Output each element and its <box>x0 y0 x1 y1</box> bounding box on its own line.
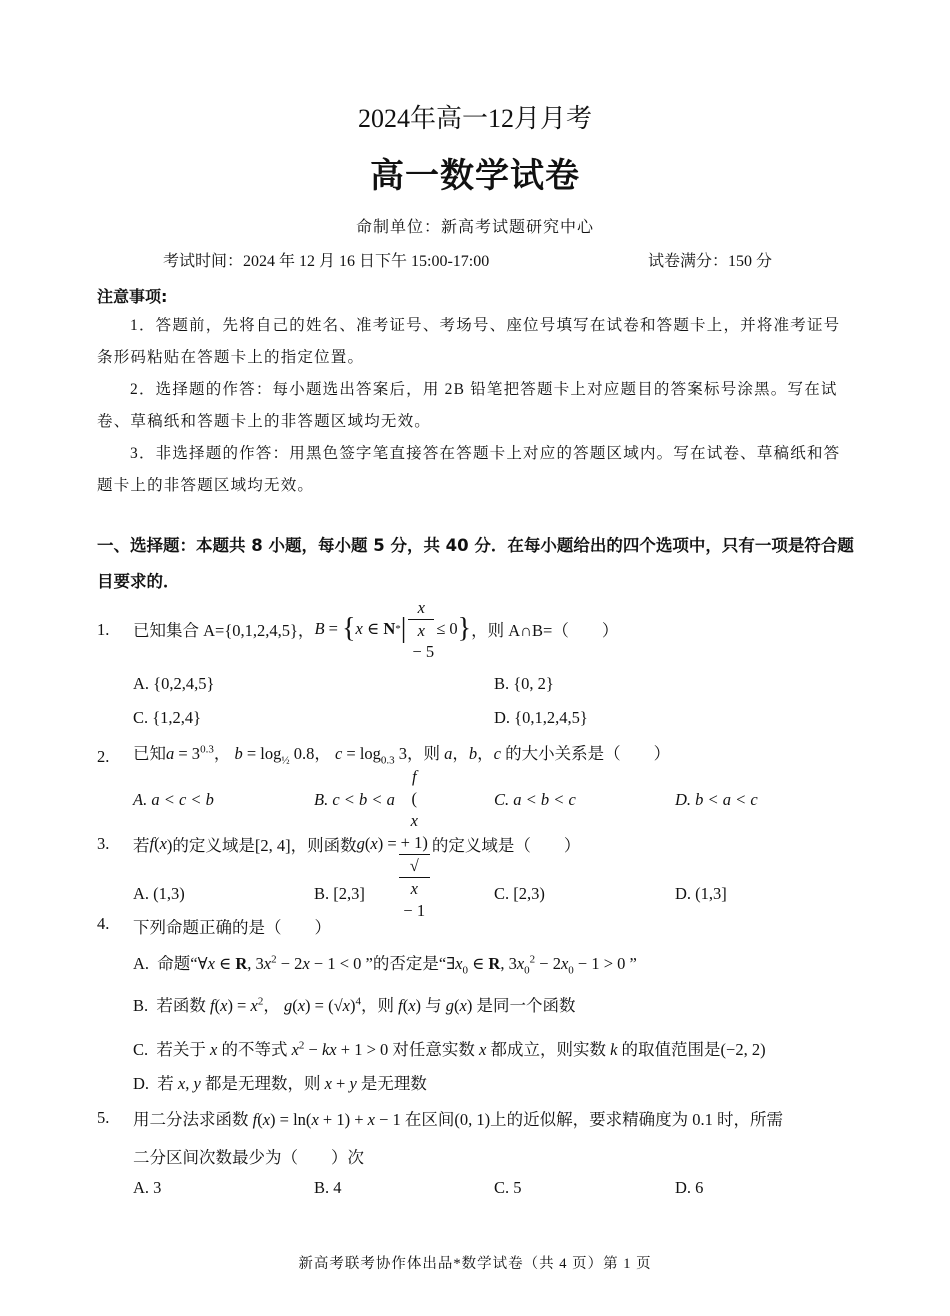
option-c: C. a < b < c <box>494 790 576 809</box>
question-stem <box>133 597 619 661</box>
option-b: B. 4 <box>314 1178 342 1197</box>
option-c: C. [2,3) <box>494 884 545 903</box>
option-b: B. {0, 2} <box>494 674 554 693</box>
page-footer: 新高考联考协作体出品*数学试卷（共 4 页）第 1 页 <box>298 1256 652 1272</box>
question-number: 1. <box>97 620 110 639</box>
option-c: C. {1,2,4} <box>133 708 202 727</box>
question-number: 4. <box>97 914 110 933</box>
option-a: A. 3 <box>133 1178 162 1197</box>
exam-time: 考试时间：2024 年 12 月 16 日下午 15:00-17:00 <box>163 253 490 270</box>
note-item <box>97 438 857 502</box>
notes-title: 注意事项: <box>97 287 168 306</box>
option-d: D. b < a < c <box>675 790 758 809</box>
question-stem: 下列命题正确的是（ ） <box>133 918 331 937</box>
stem-text: 的定义域是（ ） <box>431 836 581 855</box>
option-c: C. 若关于 x 的不等式 $x^2$ − kx + 1 > 0 对任意实数 x 都成立，则实数 k 的取值范围是(−2, 2) <box>133 1039 766 1059</box>
note-text: 3．非选择题的作答：用黑色签字笔直接答在答题卡上对应的答题区域内。写在试卷、草稿纸和答题卡上的非答题区域均无效。 <box>97 445 841 494</box>
option-b: B. c < b < a <box>314 790 395 809</box>
option-d: D. 若 x, y 都是无理数，则 x + y 是无理数 <box>133 1074 427 1093</box>
option-d: D. 6 <box>675 1178 704 1197</box>
q2-formula: 已知$a = 3^{0.3}$， $b = \log_{\frac{1}{2}} 0.8$， $c = \log_{0.3} 3$，则 a，b，c <box>133 743 501 767</box>
question-stem <box>133 740 670 766</box>
section-heading: 一、选择题：本题共 8 小题，每小题 5 分，共 40 分．在每小题给出的四个选项中，只有一项是符合题目要求的． <box>97 536 854 591</box>
question-stem-line2: 二分区间次数最少为（ ）次 <box>133 1148 364 1167</box>
note-item <box>97 374 857 438</box>
made-by: 命制单位：新高考试题研究中心 <box>355 219 594 236</box>
q3-formula: 若 f ( x )的定义域是[2, 4]，则函数 g ( x ) = f ( x + 1) √ x − 1 <box>133 767 428 920</box>
full-score: 试卷满分：150 分 <box>648 253 773 270</box>
stem-text: 已知集合 A={0,1,2,4,5}， <box>133 621 315 640</box>
option-a: A. a < c < b <box>133 790 214 809</box>
option-d: D. {0,1,2,4,5} <box>494 708 588 727</box>
stem-text: ，则 A∩B=（ ） <box>471 621 619 640</box>
option-c: C. 5 <box>494 1178 522 1197</box>
question-number: 2. <box>97 747 110 766</box>
question-number: 3. <box>97 834 110 853</box>
note-text: 2．选择题的作答：每小题选出答案后，用 2B 铅笔把答题卡上对应题目的答案标号涂黑。写在试卷、草稿纸和答题卡上的非答题区域均无效。 <box>97 381 838 430</box>
option-b: B. [2,3] <box>314 884 365 903</box>
question-number: 5. <box>97 1108 110 1127</box>
subject-title: 高一数学试卷 <box>370 158 580 195</box>
option-a: A. (1,3) <box>133 884 185 903</box>
option-b: B. 若函数 $f(x) = x^2$， $g(x) = (√x)^4$，则 f(x) 与 g(x) 是同一个函数 <box>133 995 576 1015</box>
option-a: A. 命题“∀x ∈ R, $3x^2 - 2x - 1 < 0$ ”的否定是“$\exists x_0$ ∈ R, $3x_0^2 - 2x_0 - 1 > 0$ ” <box>133 953 637 977</box>
question-stem: 用二分法求函数 f(x) = ln(x + 1) + x − 1 在区间(0, 1)上的近似解，要求精确度为 0.1 时，所需 <box>133 1110 783 1129</box>
stem-text: 的大小关系是（ ） <box>505 744 671 763</box>
option-a: A. {0,2,4,5} <box>133 674 215 693</box>
set-b-formula: B = { x ∈ N * | x x − 5 ≤ 0 } <box>314 597 472 661</box>
option-d: D. (1,3] <box>675 884 727 903</box>
exam-name: 2024年高一12月月考 <box>357 104 592 133</box>
note-text: 1．答题前，先将自己的姓名、准考证号、考场号、座位号填写在试卷和答题卡上，并将准考证号条形码粘贴在答题卡上的指定位置。 <box>97 317 841 366</box>
note-item <box>97 310 857 374</box>
